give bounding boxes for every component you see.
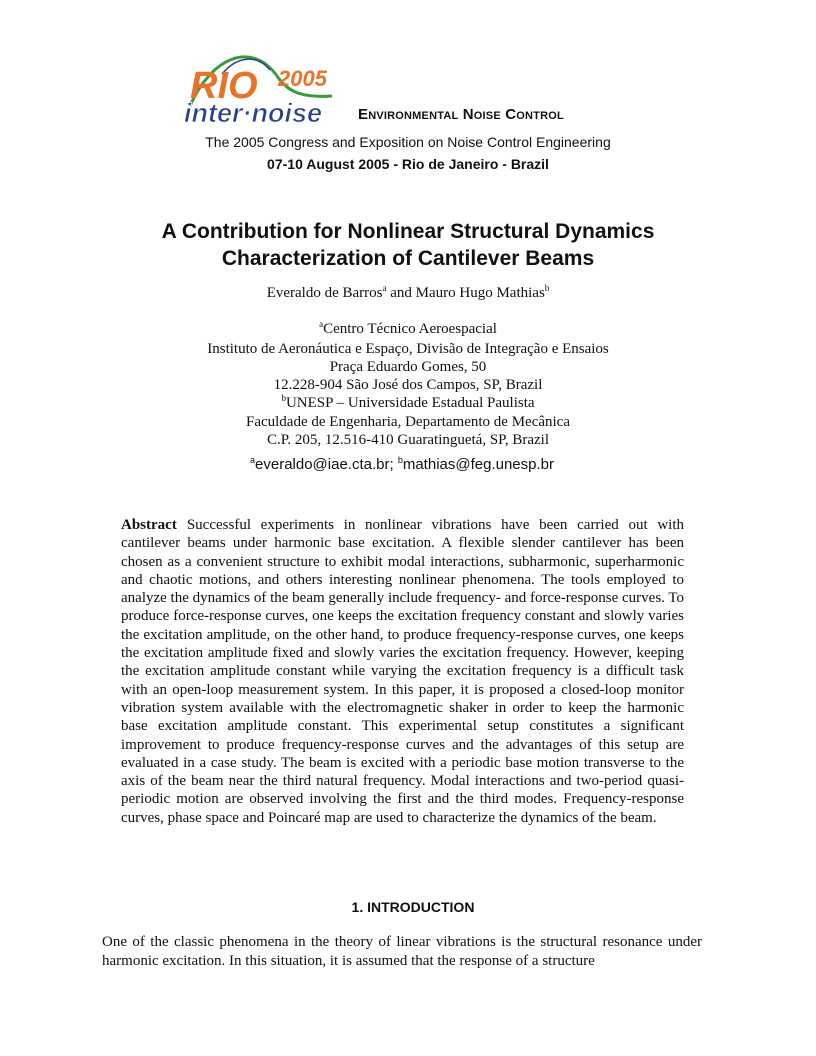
author-2-mark: b	[544, 283, 550, 293]
email-a-mark: a	[250, 455, 256, 465]
email-line	[0, 456, 804, 473]
internoise-logo	[182, 46, 352, 128]
author-1-mark: a	[382, 283, 387, 293]
section-heading: 1. INTRODUCTION	[351, 899, 475, 915]
affiliation-b-line1	[0, 394, 816, 412]
email-a[interactable]: everaldo@iae.cta.br;	[255, 456, 398, 473]
logo-rio: RIO	[190, 65, 258, 107]
email-b[interactable]: mathias@feg.unesp.br	[402, 456, 554, 473]
conference-date: 07-10 August 2005 - Rio de Janeiro - Brazil	[267, 156, 549, 172]
conference-title: Environmental Noise Control	[358, 106, 564, 123]
affiliation-b-mark: b	[281, 393, 286, 403]
conference-subtitle: The 2005 Congress and Exposition on Noise Control Engineering	[205, 134, 611, 150]
affiliation-b-line2: Faculdade de Engenharia, Departamento de Mecânica	[245, 414, 570, 430]
affiliation-a-mark: a	[319, 319, 324, 329]
affiliation-a-name: Centro Técnico Aeroespacial	[323, 321, 497, 337]
author-1: Everaldo de Barros	[266, 285, 383, 301]
logo-year: 2005	[278, 66, 327, 91]
introduction-text: One of the classic phenomena in the theory of linear vibrations is the structural resonance under harmonic excitation. In this situation, it is assumed that the response of a structure	[102, 934, 702, 969]
affiliation-a-line4: 12.228-904 São José dos Campos, SP, Brazil	[273, 377, 543, 393]
email-b-mark: b	[397, 455, 403, 465]
affiliation-a-line3: Praça Eduardo Gomes, 50	[329, 359, 487, 375]
affiliation-b-name: UNESP – Universidade Estadual Paulista	[285, 395, 535, 411]
author-2: and Mauro Hugo Mathias	[386, 285, 545, 301]
author-list	[0, 285, 816, 302]
abstract-text: Successful experiments in nonlinear vibrations have been carried out with cantilever beams under harmonic base excitation. A flexible slender cantilever has been chosen as a convenient structure to exhibit modal interactions, subharmonic, superharmonic and chaotic motions, and others interesting nonlinear phenomena. The tools employed to analyze the dynamics of the beam generally include frequency- and force-response curves. To produce force-response curves, one keeps the excitation frequency constant and slowly varies the excitation amplitude, on the other hand, to produce frequency-response curves, one keeps the excitation amplitude fixed and slowly varies the excitation frequency. However, keeping the excitation amplitude constant while varying the excitation frequency is a difficult task with an open-loop measurement system. In this paper, it is proposed a closed-loop monitor vibration system available with the electromagnetic shaker in order to keep the harmonic base excitation amplitude constant. This experimental setup constitutes a significant improvement to produce frequency-response curves and the advantages of this setup are evaluated in a case study. The beam is excited with a periodic base motion transverse to the axis of the beam near the third natural frequency. Modal interactions and two-period quasi-periodic motion are observed involving the first and the third modes. Frequency-response curves, phase space and Poincaré map are used to characterize the dynamics of the beam.	[121, 517, 685, 826]
affiliation-a-line2: Instituto de Aeronáutica e Espaço, Divisão de Integração e Ensaios	[207, 341, 609, 357]
abstract-label: Abstract	[121, 517, 177, 533]
logo-brand: inter·noise	[184, 98, 323, 128]
paper-title	[60, 218, 756, 272]
abstract	[121, 516, 684, 827]
affiliation-a-line1	[0, 320, 816, 338]
affiliation-b-line3: C.P. 205, 12.516-410 Guaratinguetá, SP, Brazil	[266, 432, 550, 448]
paper-title-line2: Characterization of Cantilever Beams	[221, 247, 595, 270]
paper-title-line1: A Contribution for Nonlinear Structural Dynamics	[161, 220, 655, 243]
